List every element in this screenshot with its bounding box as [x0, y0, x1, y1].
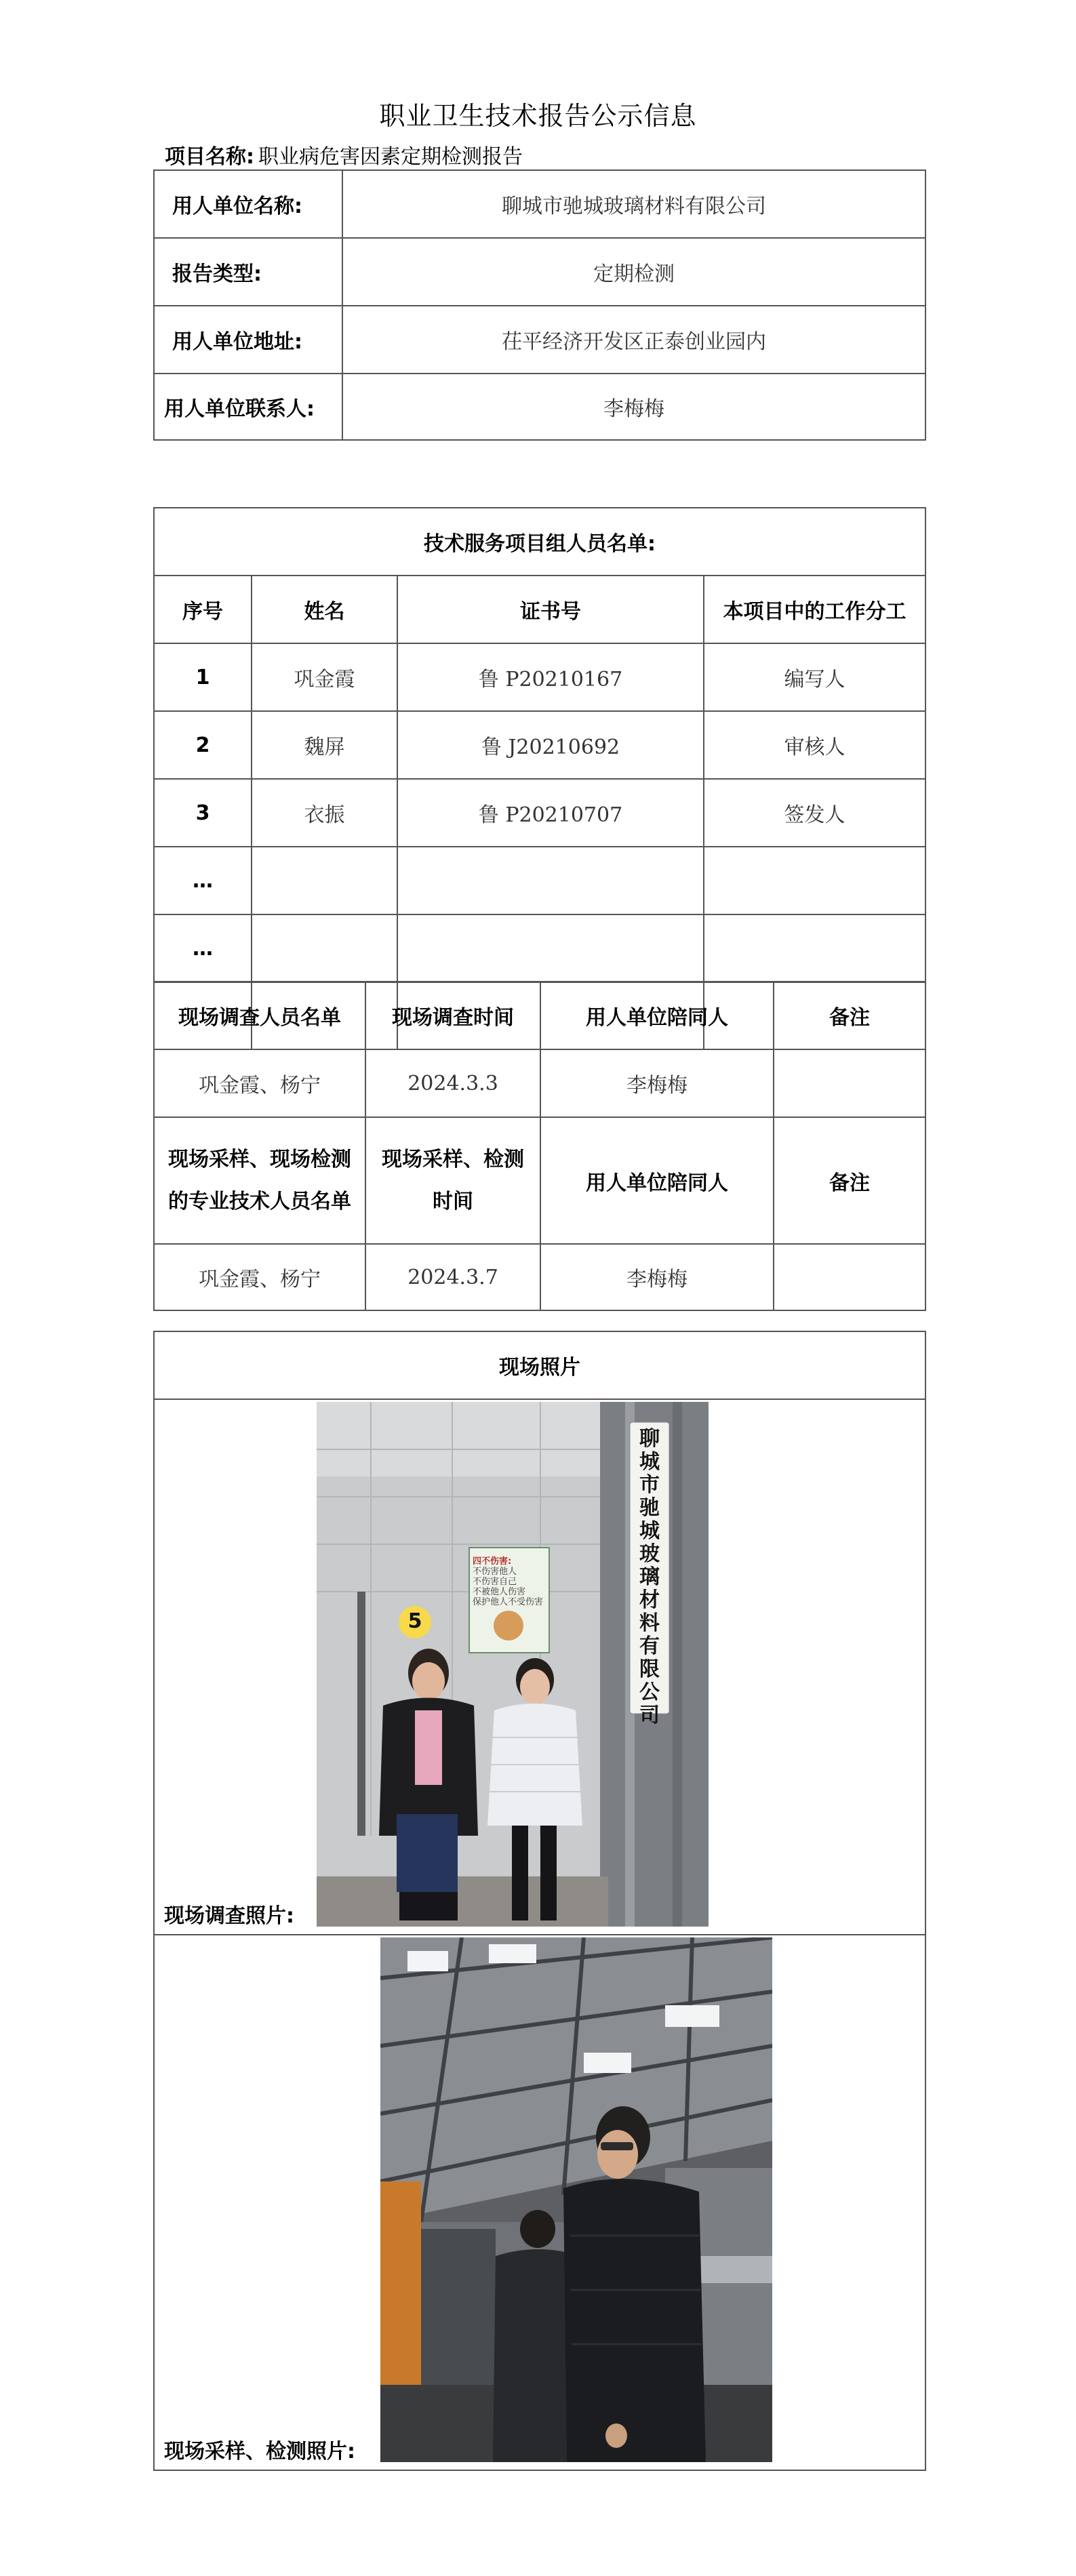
survey-photo-cell	[154, 1399, 925, 1935]
table-row	[154, 1244, 925, 1310]
sampling-photo	[380, 1937, 772, 2462]
table-cell: 巩金霞	[252, 643, 397, 711]
survey-table	[153, 981, 926, 1311]
table-cell: 1	[154, 643, 252, 711]
table-cell: 鲁 P20210167	[397, 643, 704, 711]
survey-photo-caption: 现场调查照片:	[164, 1904, 294, 1928]
project-name-label: 项目名称:	[165, 145, 254, 169]
poster-line: 不伤害自己	[473, 1577, 517, 1587]
table-cell: …	[154, 847, 252, 914]
table-cell: 巩金霞、杨宁	[154, 1049, 365, 1117]
info-label: 用人单位联系人:	[154, 374, 342, 440]
table-row	[154, 1399, 925, 1935]
table-row	[154, 847, 925, 914]
table-row	[154, 711, 925, 779]
table-cell: 编写人	[704, 643, 925, 711]
info-value: 聊城市驰城玻璃材料有限公司	[342, 170, 925, 238]
table-cell: 2	[154, 711, 252, 779]
column-header: 姓名	[252, 576, 397, 643]
table-cell: …	[154, 914, 252, 982]
column-header: 用人单位陪同人	[540, 1117, 774, 1244]
column-header: 用人单位陪同人	[540, 982, 774, 1049]
table-row	[154, 643, 925, 711]
table-cell: 巩金霞、杨宁	[154, 1244, 365, 1310]
table-cell	[252, 847, 397, 914]
photos-heading: 现场照片	[154, 1331, 925, 1399]
page-title: 职业卫生技术报告公示信息	[379, 101, 697, 131]
table-cell: 审核人	[704, 711, 925, 779]
info-value: 茌平经济开发区正泰创业园内	[342, 306, 925, 374]
info-table	[153, 169, 926, 441]
table-cell	[704, 847, 925, 914]
survey-photo	[317, 1402, 709, 1927]
table-header-row	[154, 576, 925, 643]
project-name-line	[165, 140, 523, 169]
column-header: 备注	[774, 1117, 925, 1244]
table-row	[154, 1331, 925, 1399]
table-row	[154, 508, 925, 576]
poster-title: 四不伤害:	[473, 1556, 512, 1567]
project-name-value: 职业病危害因素定期检测报告	[258, 145, 523, 169]
poster-line: 保护他人不受伤害	[473, 1597, 544, 1607]
column-header: 现场采样、现场检测的专业技术人员名单	[154, 1117, 365, 1244]
table-cell: 签发人	[704, 779, 925, 847]
photos-table	[153, 1331, 926, 2471]
column-header: 证书号	[397, 576, 704, 643]
poster-line: 不被他人伤害	[473, 1587, 526, 1597]
table-header-row	[154, 1117, 925, 1244]
door-number: 5	[407, 1609, 422, 1633]
table-cell: 2024.3.7	[365, 1244, 540, 1310]
column-header: 序号	[154, 576, 252, 643]
table-cell: 魏屏	[252, 711, 397, 779]
info-value: 定期检测	[342, 238, 925, 306]
sampling-photo-cell	[154, 1935, 925, 2470]
table-row	[154, 1935, 925, 2470]
info-value: 李梅梅	[342, 374, 925, 440]
table-cell	[774, 1244, 925, 1310]
table-cell: 李梅梅	[540, 1049, 774, 1117]
column-header: 现场采样、检测时间	[365, 1117, 540, 1244]
members-heading: 技术服务项目组人员名单:	[154, 508, 925, 576]
table-cell	[397, 847, 704, 914]
table-cell: 李梅梅	[540, 1244, 774, 1310]
table-cell: 鲁 J20210692	[397, 711, 704, 779]
table-row	[154, 170, 925, 238]
members-table	[153, 507, 926, 1050]
column-header: 现场调查时间	[365, 982, 540, 1049]
sampling-photo-caption: 现场采样、检测照片:	[164, 2440, 355, 2463]
company-sign-text: 聊城市驰城玻璃材料有限公司	[639, 1427, 660, 1727]
table-cell	[704, 914, 925, 982]
table-row	[154, 374, 925, 440]
column-header: 现场调查人员名单	[154, 982, 365, 1049]
table-cell: 衣振	[252, 779, 397, 847]
table-cell	[397, 914, 704, 982]
table-row	[154, 238, 925, 306]
table-header-row	[154, 982, 925, 1049]
table-row	[154, 306, 925, 374]
column-header: 本项目中的工作分工	[704, 576, 925, 643]
column-header: 备注	[774, 982, 925, 1049]
table-cell	[252, 914, 397, 982]
safety-poster	[473, 1556, 546, 1607]
info-label: 报告类型:	[154, 238, 342, 306]
table-row	[154, 1049, 925, 1117]
table-row	[154, 779, 925, 847]
table-row	[154, 914, 925, 982]
table-cell: 鲁 P20210707	[397, 779, 704, 847]
table-cell: 3	[154, 779, 252, 847]
table-cell	[774, 1049, 925, 1117]
table-cell: 2024.3.3	[365, 1049, 540, 1117]
info-label: 用人单位名称:	[154, 170, 342, 238]
info-label: 用人单位地址:	[154, 306, 342, 374]
poster-line: 不伤害他人	[473, 1567, 517, 1577]
